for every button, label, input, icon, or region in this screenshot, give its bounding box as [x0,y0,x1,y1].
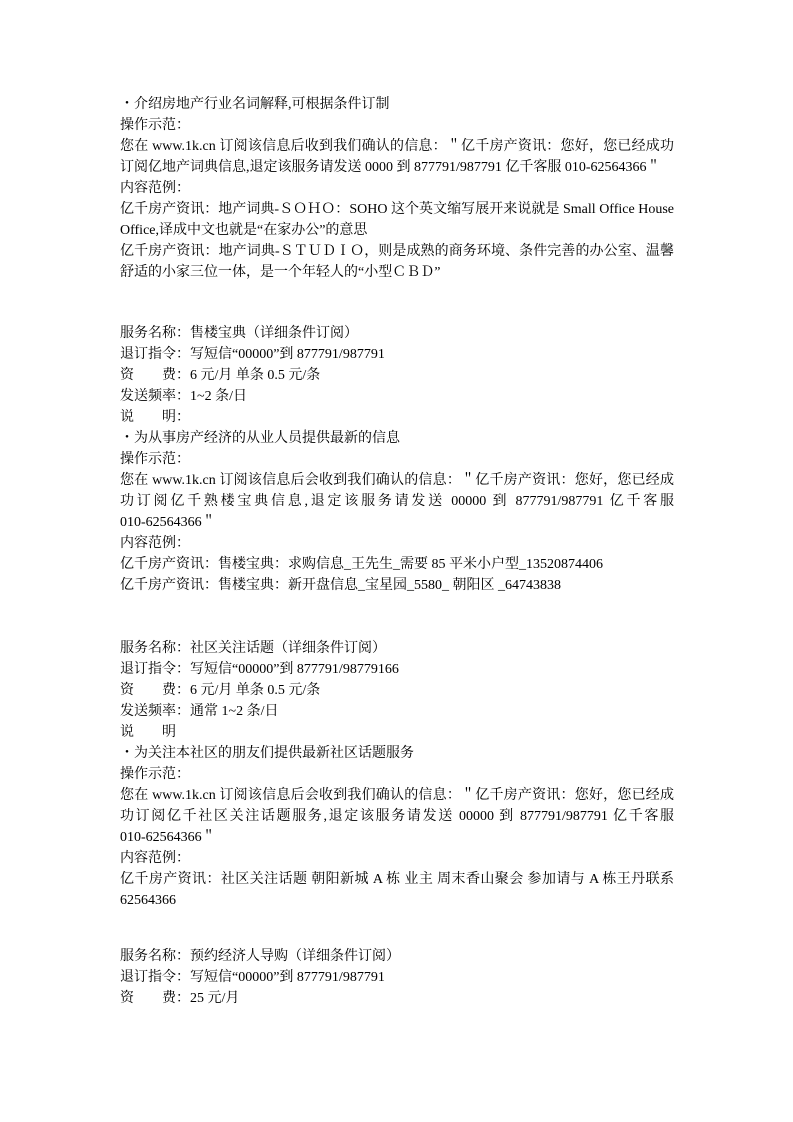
text-line: 62564366 [120,893,176,908]
text-line: 亿千房产资讯：地产词典-ＳＴＵＤＩＯ，则是成熟的商务环境、条件完善的办公室、温馨 [120,244,674,259]
text-line: 发送频率：1~2 条/日 [120,389,247,404]
text-line: 服务名称：售楼宝典（详细条件订阅） [120,326,358,341]
text-line: 舒适的小家三位一体，是一个年轻人的“小型ＣＢＤ” [120,265,441,280]
text-line: 您在 www.1k.cn 订阅该信息后会收到我们确认的信息：＂亿千房产资讯：您好，您已经成 [120,788,674,803]
text-line: 功订阅亿千社区关注话题服务,退定该服务请发送 00000 到 877791/987791 亿千客服 [120,809,674,824]
section-community-topics-service [120,638,674,911]
text-line: 退订指令：写短信“00000”到 877791/987791 [120,970,385,985]
text-line: 操作示范： [120,118,190,133]
text-line: 退订指令：写短信“00000”到 877791/98779166 [120,662,399,677]
text-line: 订阅亿地产词典信息,退定该服务请发送 0000 到 877791/987791 亿千客服 010-62564366＂ [120,160,661,175]
text-line: 操作示范： [120,767,190,782]
text-line: 内容范例： [120,536,190,551]
section-agent-booking-service [120,946,674,1009]
text-line: ・为关注本社区的朋友们提供最新社区话题服务 [120,746,414,761]
text-line: 说 明 [120,725,176,740]
text-line: 亿千房产资讯：地产词典-ＳＯＨＯ：SOHO 这个英文缩写展开来说就是 Small Office House [120,202,674,217]
text-line: 内容范例： [120,181,190,196]
text-line: 服务名称：预约经济人导购（详细条件订阅） [120,949,400,964]
text-line: 功订阅亿千熟楼宝典信息,退定该服务请发送 00000 到 877791/987791 亿千客服 [120,494,674,509]
text-line: 亿千房产资讯：社区关注话题 朝阳新城 A 栋 业主 周末香山聚会 参加请与 A 栋王丹联系 [120,872,674,887]
text-line: ・介绍房地产行业名词解释,可根据条件订制 [120,97,390,112]
section-glossary-service [120,94,674,283]
text-line: 010-62564366＂ [120,830,216,845]
text-line: 退订指令：写短信“00000”到 877791/987791 [120,347,385,362]
text-line: 您在 www.1k.cn 订阅该信息后会收到我们确认的信息：＂亿千房产资讯：您好，您已经成 [120,473,674,488]
text-line: 资 费：6 元/月 单条 0.5 元/条 [120,683,321,698]
text-line: 亿千房产资讯：售楼宝典：求购信息_王先生_需要 85 平米小户型_13520874406 [120,557,603,572]
text-line: 说 明： [120,410,190,425]
text-line: 发送频率：通常 1~2 条/日 [120,704,279,719]
text-line: 010-62564366＂ [120,515,216,530]
section-sales-guide-service [120,323,674,596]
text-line: 您在 www.1k.cn 订阅该信息后收到我们确认的信息：＂亿千房产资讯：您好，您已经成功 [120,139,674,154]
text-line: ・为从事房产经济的从业人员提供最新的信息 [120,431,400,446]
text-line: 操作示范： [120,452,190,467]
text-line: Office,译成中文也就是“在家办公”的意思 [120,223,368,238]
text-line: 亿千房产资讯：售楼宝典：新开盘信息_宝星园_5580_ 朝阳区 _64743838 [120,578,561,593]
text-line: 内容范例： [120,851,190,866]
text-line: 资 费：25 元/月 [120,991,240,1006]
text-line: 服务名称：社区关注话题（详细条件订阅） [120,641,386,656]
text-line: 资 费：6 元/月 单条 0.5 元/条 [120,368,321,383]
